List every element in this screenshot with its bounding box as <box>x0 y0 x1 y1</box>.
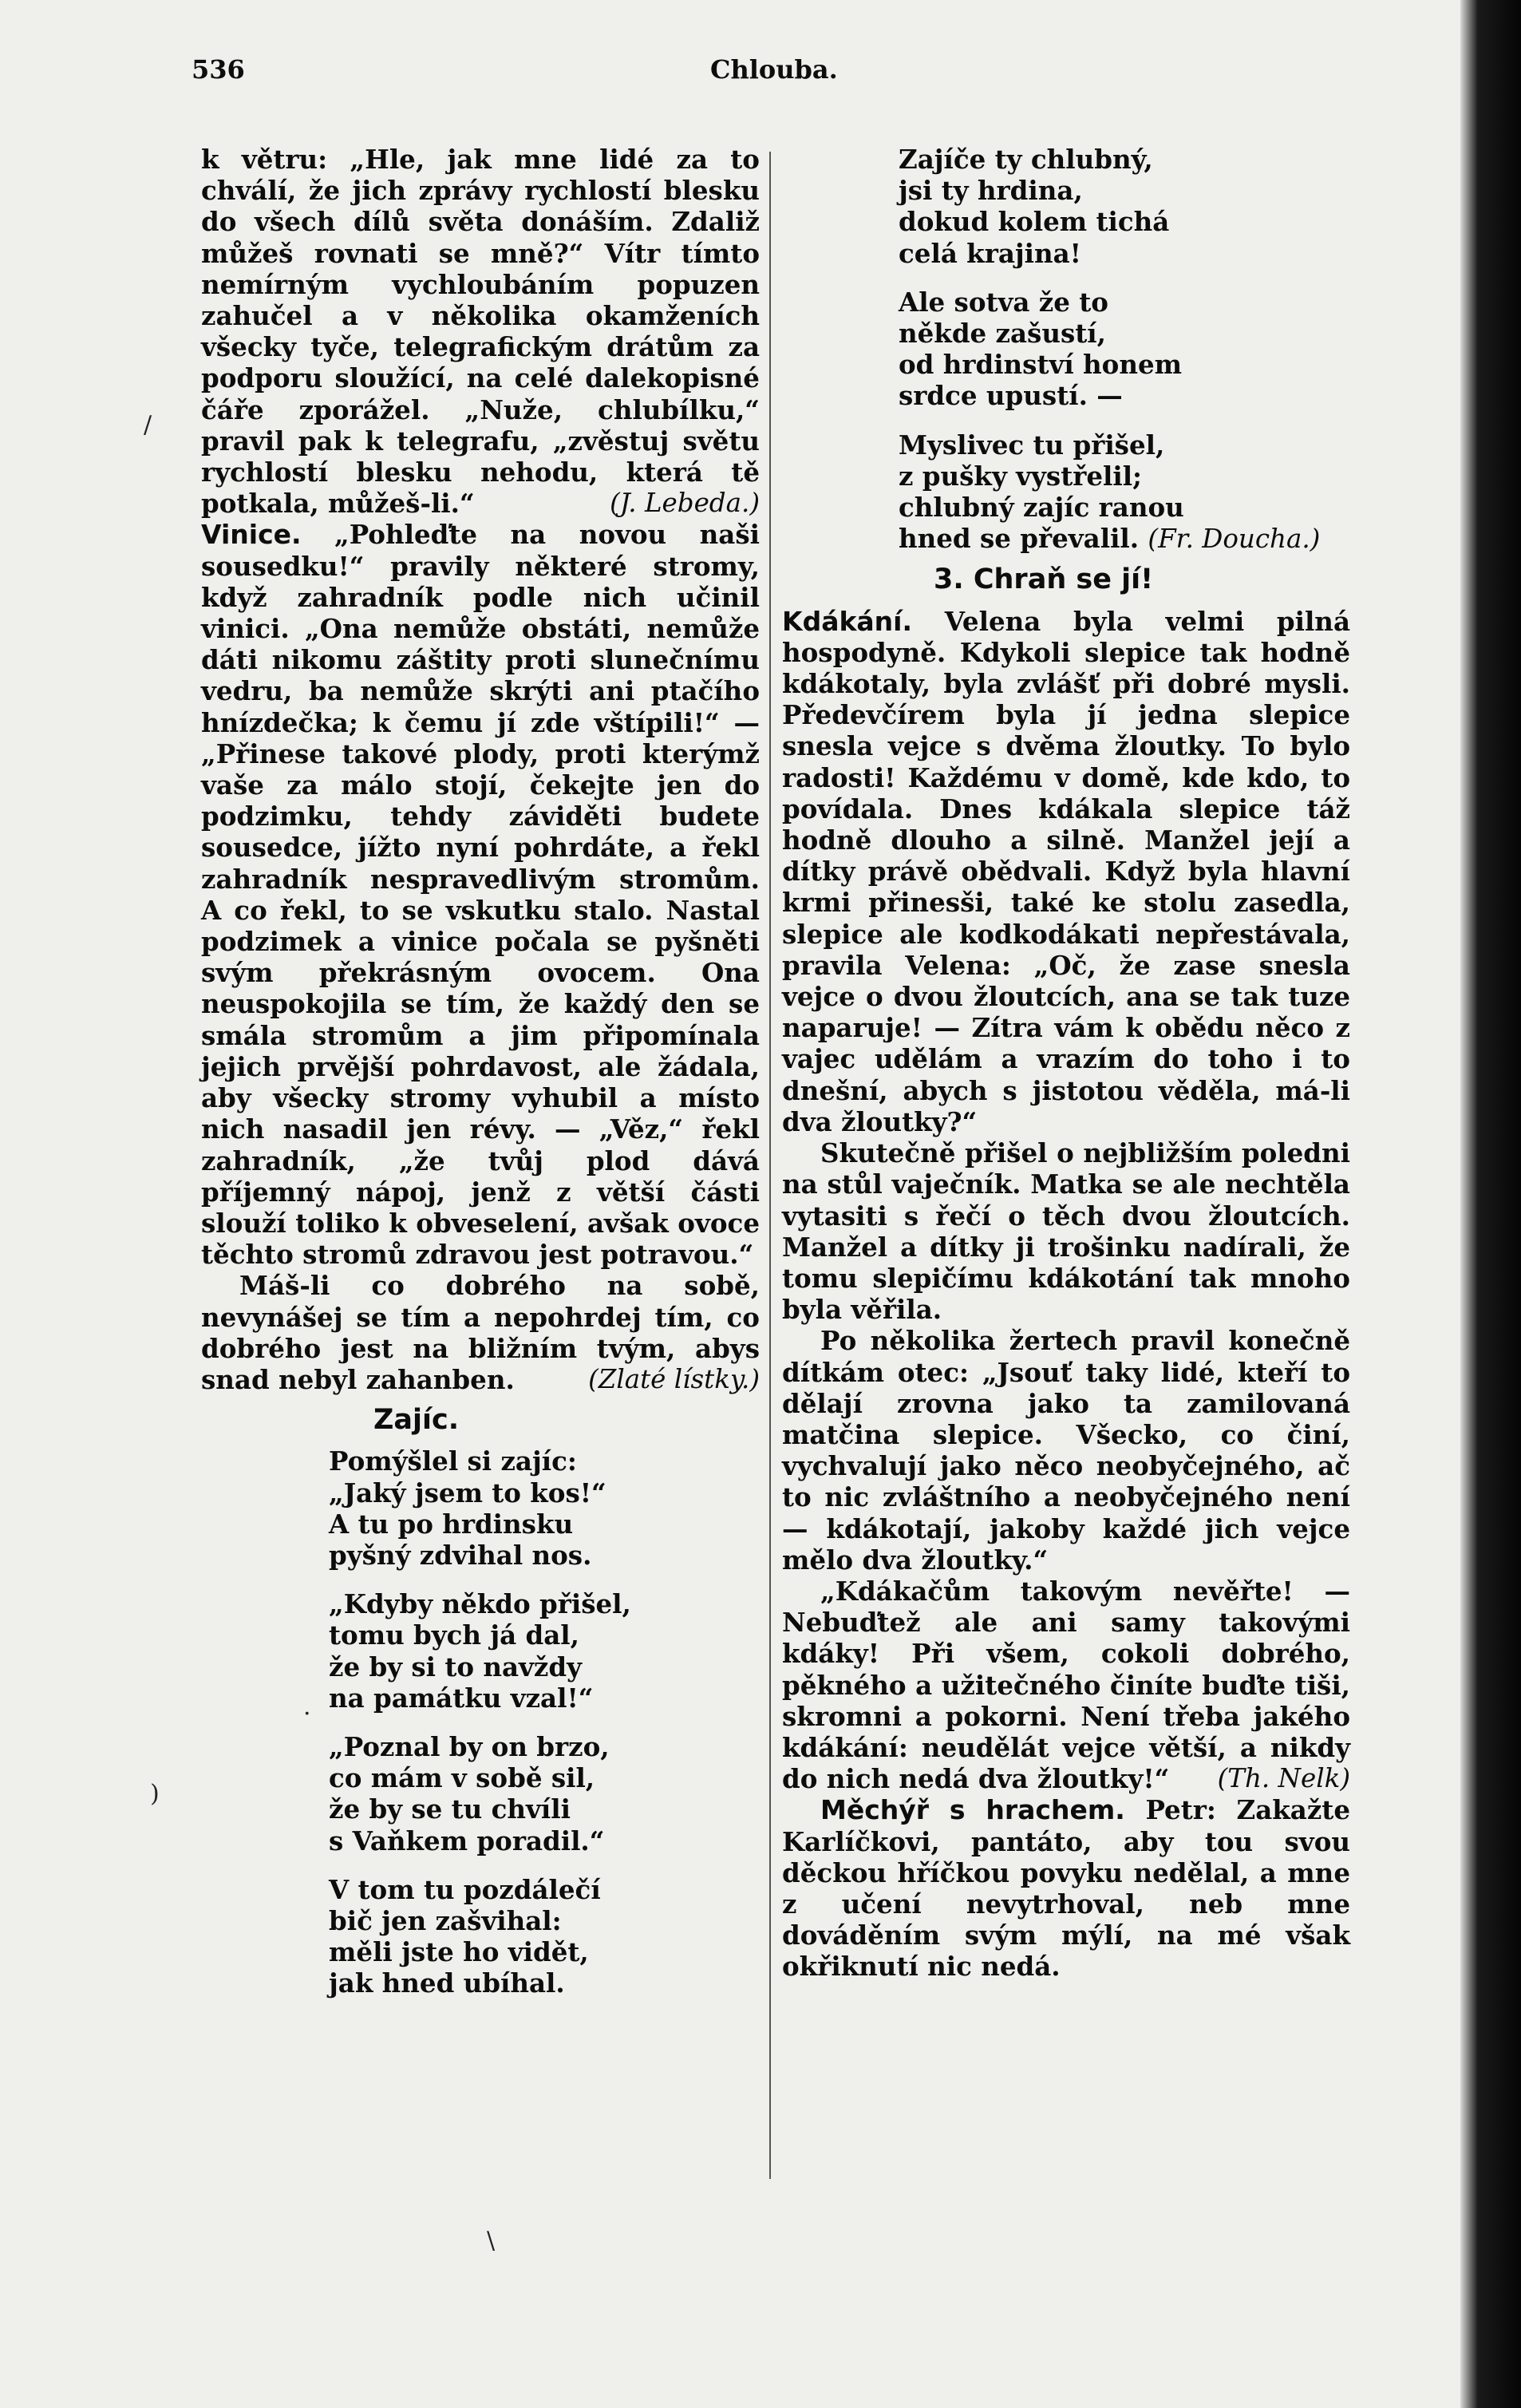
vinice-moral: Máš-li co dobrého na sobě, nevynášej se tím a nepohrdej tím, co dobrého jest na bližním tvým, abys snad nebyl zahanben. (Zlaté lístky.) <box>201 1270 760 1395</box>
stanza <box>899 287 1350 412</box>
verse-line: chlubný zajíc ranou <box>899 492 1184 524</box>
verse-line: V tom tu pozdálečí <box>329 1873 601 1905</box>
right-column <box>782 144 1350 1983</box>
verse-line: s Vaňkem poradil.“ <box>329 1825 605 1856</box>
chapter-title: 3. Chraň se jí! <box>934 563 1154 596</box>
mechyr-paragraph: Měchýř s hrachem. Petr: Zakažte Karlíčkovi, pantáto, aby tou svou děckou hříčkou povyku nedělal, a mne z učení nevytrhoval, neb mne dováděním svým mýlí, na mé však okřiknutí nic nedá. <box>782 1794 1350 1983</box>
author-citation: (Th. Nelk) <box>1217 1763 1350 1794</box>
margin-dot-mark: · <box>303 1700 311 1728</box>
verse-line: že by se tu chvíli <box>329 1793 571 1825</box>
verse-line: srdce upustí. — <box>899 380 1123 412</box>
stanza <box>899 144 1350 269</box>
verse-line: „Poznal by on brzo, <box>329 1730 610 1762</box>
verse-line: měli jste ho vidět, <box>329 1936 589 1968</box>
wind-paragraph: k větru: „Hle, jak mne lidé za to chválí, že jich zprávy rychlostí blesku do všech dílů světa donáším. Zdaliž můžeš rovnati se mně?“ Vítr tímto nemírným vychloubáním popuzen zahučel a v několika okamženích všecky tyče, telegrafickým drátům za podporu sloužící, na celé dalekopisné čáře zporážel. „Nuže, chlubílku,“ pravil pak k telegrafu, „zvěstuj světu rychlostí blesku nehodu, která tě potkala, můžeš-li.“ (J. Lebeda.) <box>201 144 760 520</box>
running-title: Chlouba. <box>710 54 838 85</box>
vinice-paragraph: Vinice. „Pohleďte na novou naši sousedku!“ pravily některé stromy, když zahradník podle nich učinil vinici. „Ona nemůže obstáti, nemůže dáti nikomu záštity proti slunečnímu vedru, ba nemůže skrýti ani ptačího hnízdečka; k čemu jí zde vštípili!“ — „Přinese takové plody, proti kterýmž vaše za málo stojí, čekejte jen do podzimku, tehdy záviděti budete sousedce, jížto nyní pohrdáte, a řekl zahradník nespravedlivým stromům. A co řekl, to se vskutku stalo. Nastal podzimek a vinice počala se pyšněti svým překrásným ovocem. Ona neuspokojila se tím, že každý den se smála stromům a jim připomínala jejich prvější pohrdavost, ale žádala, aby všecky stromy vyhubil a místo nich nasadil jen révy. — „Věz,“ řekl zahradník, „že tvůj plod dává příjemný nápoj, jenž z větší části slouží toliko k obveselení, avšak ovoce těchto stromů zdravou jest potravou.“ <box>201 519 760 1271</box>
verse-line: tomu bych já dal, <box>329 1619 579 1651</box>
margin-pencil-mark: \ <box>487 2227 496 2255</box>
section-title-kdakani: Kdákání. <box>782 605 913 637</box>
verse-line: od hrdinství honem <box>899 349 1183 381</box>
margin-pencil-mark: / <box>144 411 152 439</box>
verse-line: na památku vzal!“ <box>329 1682 594 1714</box>
verse-line: „Kdyby někdo přišel, <box>329 1588 631 1620</box>
verse-line: Zajíče ty chlubný, <box>899 144 1153 175</box>
verse-line: hned se převalil. (Fr. Doucha.) <box>899 523 1321 555</box>
stanza <box>899 429 1350 556</box>
kdakani-paragraph: Skutečně přišel o nejbližším poledni na stůl vaječník. Matka se ale nechtěla vytasiti s řečí o těch dvou žloutcích. Manžel a dítky ji trošinku nadírali, že tomu slepičímu kdákotání tak mnoho byla věřila. <box>782 1137 1350 1326</box>
verse-line: A tu po hrdinsku <box>329 1508 574 1540</box>
verse-line: bič jen zašvihal: <box>329 1904 562 1936</box>
poem-zajic-left <box>201 1445 760 1999</box>
section-title-mechyr: Měchýř s hrachem. <box>820 1794 1125 1826</box>
verse-line: co mám v sobě sil, <box>329 1762 595 1794</box>
page-number: 536 <box>192 54 245 85</box>
verse-line: Ale sotva že to <box>899 286 1108 318</box>
verse-line: Myslivec tu přišel, <box>899 429 1165 461</box>
poem-title-zajic: Zajíc. <box>373 1404 460 1437</box>
verse-line: Pomýšlel si zajíc: <box>329 1445 577 1477</box>
verse-line: celá krajina! <box>899 237 1081 269</box>
stanza <box>329 1731 760 1856</box>
margin-pencil-mark: ) <box>150 1780 160 1808</box>
kdakani-paragraph: „Kdákačům takovým nevěřte! — Nebuďtež ale ani samy takovými kdáky! Při všem, cokoli dobrého, pěkného a užitečného činíte buďte tiši, skromni a pokorni. Není třeba jakého kdákání: neudělát vejce větší, a nikdy do nich nedá dva žloutky!“ (Th. Nelk) <box>782 1575 1350 1795</box>
stanza <box>329 1445 760 1571</box>
verse-line: z pušky vystřelil; <box>899 460 1143 492</box>
verse-line: dokud kolem tichá <box>899 206 1170 238</box>
verse-line: jak hned ubíhal. <box>329 1967 565 1999</box>
verse-line: že by si to navždy <box>329 1651 582 1682</box>
poem-zajic-right <box>782 144 1350 555</box>
verse-line: „Jaký jsem to kos!“ <box>329 1477 606 1508</box>
verse-line: jsi ty hrdina, <box>899 175 1083 207</box>
author-citation: (J. Lebeda.) <box>610 488 760 519</box>
page-header <box>192 54 1357 94</box>
stanza <box>329 1874 760 1999</box>
left-column <box>201 144 760 1999</box>
scan-edge-shadow <box>1460 0 1521 2408</box>
kdakani-paragraph: Kdákání. Velena byla velmi pilná hospodyně. Kdykoli slepice tak hodně kdákotaly, byla zvlášť při dobré mysli. Předevčírem byla jí jedna slepice snesla vejce s dvěma žloutky. To bylo radosti! Každému v domě, kde kdo, to povídala. Dnes kdákala slepice táž hodně dlouho a silně. Manžel její a dítky právě obědvali. Když byla hlavní krmi přinesši, také ke stolu zasedla, slepice ale kodkodákati nepřestávala, pravila Velena: „Oč, že zase snesla vejce o dvou žloutcích, ana se tak tuze naparuje! — Zítra vám k obědu něco z vajec udělám a vrazím do toho i to dnešní, abych s jistotou věděla, má-li dva žloutky?“ <box>782 605 1350 1137</box>
verse-line: někde zašustí, <box>899 318 1106 350</box>
section-title-vinice: Vinice. <box>201 519 302 551</box>
column-divider <box>769 152 771 2179</box>
author-citation: (Zlaté lístky.) <box>588 1363 760 1394</box>
kdakani-paragraph: Po několika žertech pravil konečně dítkám otec: „Jsouť taky lidé, kteří to dělají zrovna jako ta zamilovaná matčina slepice. Všecko, co činí, vychvalují jako něco neobyčejného, ač to nic zvláštního a neobyčejného není — kdákotají, jakoby každé jich vejce mělo dva žloutky.“ <box>782 1325 1350 1576</box>
verse-line: pyšný zdvihal nos. <box>329 1539 592 1571</box>
stanza <box>329 1588 760 1714</box>
author-citation: (Fr. Doucha.) <box>1148 524 1321 555</box>
